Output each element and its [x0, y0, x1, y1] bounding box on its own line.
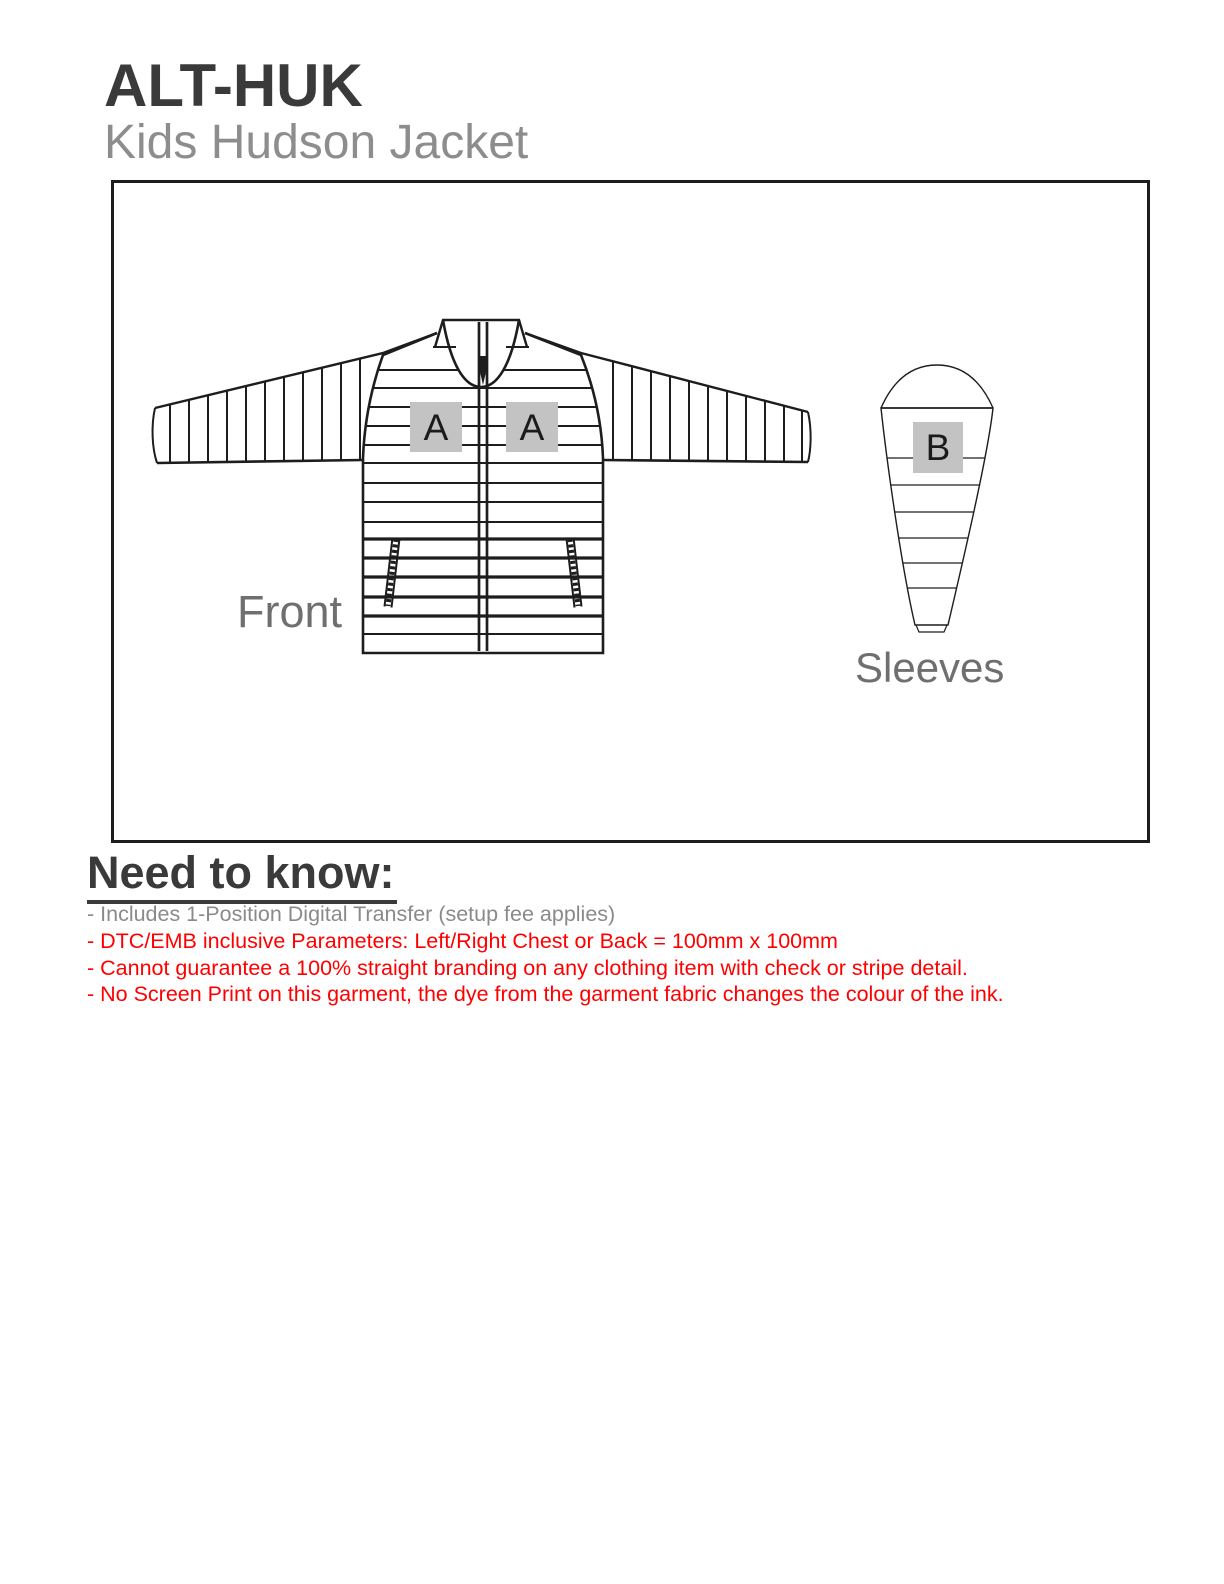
- need-to-know-list: [87, 901, 1187, 1008]
- garment-diagram-panel: [111, 180, 1150, 843]
- placement-marker-sleeve: [913, 422, 963, 473]
- note-item: - Includes 1-Position Digital Transfer (setup fee applies): [87, 902, 616, 926]
- placement-marker-right-chest: [506, 402, 558, 452]
- sleeves-view-label: Sleeves: [855, 644, 1005, 691]
- product-code-title: ALT-HUK: [104, 52, 363, 119]
- product-name-subtitle: Kids Hudson Jacket: [104, 116, 529, 169]
- placement-marker-letter: B: [925, 427, 951, 468]
- note-item: - DTC/EMB inclusive Parameters: Left/Right Chest or Back = 100mm x 100mm: [87, 928, 838, 953]
- placement-marker-left-chest: [410, 402, 462, 452]
- placement-marker-letter: A: [423, 406, 449, 448]
- note-item: - No Screen Print on this garment, the dye from the garment fabric changes the colour of the ink.: [87, 982, 1004, 1007]
- need-to-know-heading: Need to know:: [87, 850, 397, 904]
- placement-marker-letter: A: [519, 406, 545, 448]
- sleeve-piece-group: [875, 365, 999, 632]
- note-item: - Cannot guarantee a 100% straight branding on any clothing item with check or stripe detail.: [87, 955, 968, 980]
- front-view-label: Front: [237, 586, 343, 637]
- garment-technical-drawing: [114, 183, 1147, 840]
